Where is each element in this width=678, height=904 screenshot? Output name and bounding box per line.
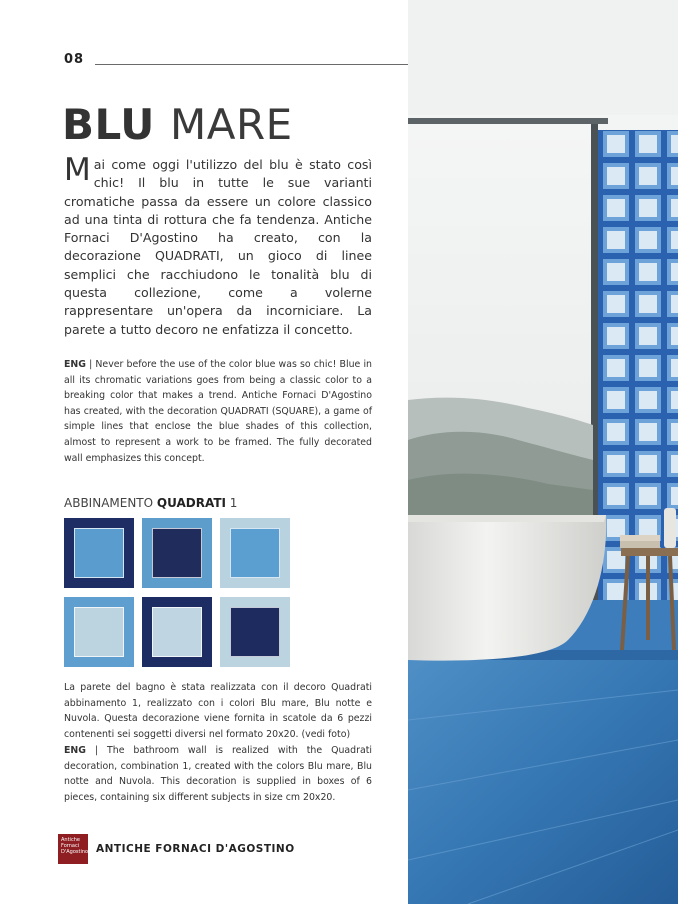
combination-heading: [64, 496, 237, 510]
brand-name: ANTICHE FORNACI D'AGOSTINO: [96, 843, 295, 855]
brand-logo-text: Antiche Fornaci D'Agostino: [61, 837, 89, 855]
combination-name: QUADRATI: [156, 496, 226, 510]
page-number: 08: [64, 52, 85, 67]
tile-swatch-inner: [230, 528, 280, 578]
eng-label: ENG: [64, 359, 86, 370]
eng-intro-text: | Never before the use of the color blue was so chic! Blue in all its chromatic variations goes from being a classic color to a breaking color that makes a trend. Antiche Fornaci D'Agostino has created, with the decoration QUADRATI (SQUARE), a game of simple lines that enclose the blue shades of this collection, almost to represent a work to be framed. The fully decorated wall emphasizes this concept.: [64, 359, 372, 464]
tile-swatch: [64, 597, 134, 667]
intro-text: ai come oggi l'utilizzo del blu è stato così chic! Il blu in tutte le sue varianti cromatiche passa da essere un colore classico ad una tinta di rottura che fa tendenza. Antiche Fornaci D'Agostino ha creato, con la decorazione QUADRATI, un gioco di linee semplici che racchiudono le tonalità blu di questa collezione, come a volerne rappresentare un'opera da incorniciare. La parete a tutto decoro ne enfatizza il concetto.: [64, 157, 372, 337]
bathroom-photo: [408, 0, 678, 904]
title-bold: BLU: [62, 100, 155, 149]
page-title: [62, 100, 293, 150]
tile-swatch-inner: [152, 607, 202, 657]
caption-italian: La parete del bagno è stata realizzata con il decoro Quadrati abbinamento 1, realizzato con i colori Blu mare, Blu notte e Nuvola. Questa decorazione viene fornita in scatole da 6 pezzi contenenti sei soggetti diversi nel formato 20x20. (vedi foto): [64, 682, 372, 740]
caption-english: [64, 743, 372, 805]
tile-swatch: [220, 597, 290, 667]
tile-swatch-inner: [152, 528, 202, 578]
combination-prefix: ABBINAMENTO: [64, 496, 157, 510]
tile-swatch: [142, 597, 212, 667]
combination-number: 1: [225, 496, 238, 510]
eng-intro-paragraph: [64, 357, 372, 466]
tile-swatch-inner: [74, 528, 124, 578]
tile-swatch-inner: [74, 607, 124, 657]
dropcap: M: [64, 152, 91, 188]
caption-eng-text: | The bathroom wall is realized with the Quadrati decoration, combination 1, created with the colors Blu mare, Blu notte and Nuvola. This decoration is supplied in boxes of 6 pieces, containing six different subjects in size cm 20x20.: [64, 745, 372, 803]
brand-logo: [58, 834, 88, 864]
intro-paragraph: [64, 152, 372, 339]
title-light: MARE: [170, 100, 293, 149]
tile-swatch: [142, 518, 212, 588]
caption-eng-label: ENG: [64, 745, 86, 756]
tile-swatch-inner: [230, 607, 280, 657]
tile-swatch: [220, 518, 290, 588]
tile-swatch: [64, 518, 134, 588]
